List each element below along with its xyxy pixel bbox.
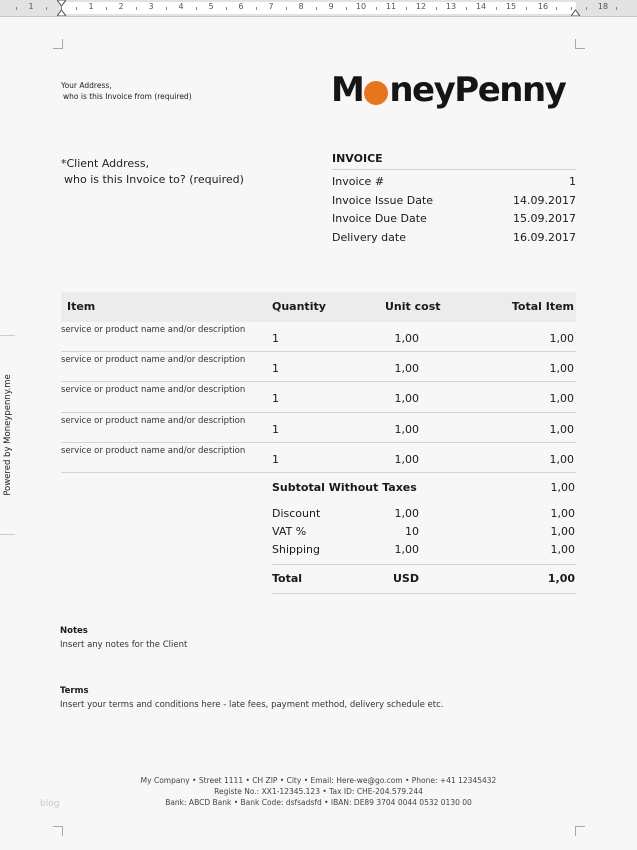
discount-row[interactable]	[272, 505, 576, 523]
totals-block	[272, 479, 576, 559]
table-row[interactable]	[61, 322, 576, 352]
item-quantity: 1	[272, 332, 279, 345]
discount-value: 1,00	[550, 507, 575, 520]
crop-mark-top-left	[53, 39, 63, 49]
item-total: 1,00	[549, 362, 574, 376]
ruler-number: 4	[178, 2, 184, 11]
header-total-item: Total Item	[511, 300, 574, 313]
total-row[interactable]	[272, 570, 576, 588]
ruler-tick	[46, 7, 47, 10]
invoice-divider	[332, 169, 576, 170]
item-quantity: 1	[272, 422, 279, 436]
item-description: service or product name and/or description	[61, 385, 246, 396]
total-label: Total	[272, 572, 303, 585]
ruler-tick	[346, 7, 347, 10]
ruler-tick	[106, 7, 107, 10]
ruler-number: 10	[355, 2, 367, 11]
ruler-number: 8	[298, 2, 304, 11]
ruler-number: 9	[328, 2, 334, 11]
ruler-number: 5	[208, 2, 214, 11]
ruler-tick	[16, 7, 17, 10]
horizontal-ruler[interactable]	[0, 0, 637, 17]
company-footer[interactable]	[0, 775, 637, 808]
item-total: 1,00	[549, 332, 574, 345]
sender-line-1: Your Address,	[61, 81, 112, 90]
crop-mark-bottom-right	[575, 826, 585, 836]
left-indent-marker-icon[interactable]	[57, 0, 66, 16]
crop-mark-bottom-left	[53, 826, 63, 836]
ruler-tick	[406, 7, 407, 10]
ruler-number: 1	[88, 2, 94, 11]
ruler-number: 6	[238, 2, 244, 11]
subtotal-row[interactable]	[272, 479, 576, 505]
item-total: 1,00	[549, 452, 574, 466]
right-indent-marker-icon[interactable]	[571, 0, 580, 16]
item-unit-cost: 1,00	[394, 392, 419, 406]
header-item: Item	[67, 300, 96, 313]
discount-rate: 1,00	[394, 507, 419, 520]
notes-body[interactable]: Insert any notes for the Client	[60, 640, 188, 650]
notes-heading: Notes	[60, 626, 88, 636]
footer-line-2: Registe No.: XX1-12345.123 • Tax ID: CHE-204.579.244	[214, 787, 423, 796]
invoice-due-date-row[interactable]: Invoice Due Date 15.09.2017	[332, 212, 576, 225]
ruler-tick	[136, 7, 137, 10]
ruler-number: 12	[415, 2, 427, 11]
discount-label: Discount	[272, 507, 321, 520]
total-bottom-rule	[272, 593, 576, 594]
items-table-header	[61, 292, 576, 322]
shipping-row[interactable]	[272, 541, 576, 559]
item-description: service or product name and/or description	[61, 445, 246, 456]
table-row[interactable]	[61, 413, 576, 443]
footer-line-1: My Company • Street 1111 • CH ZIP • City • Email: Here-we@go.com • Phone: +41 12345432	[140, 776, 497, 785]
total-value: 1,00	[547, 572, 575, 585]
item-description: service or product name and/or description	[61, 415, 246, 426]
item-unit-cost: 1,00	[394, 362, 419, 376]
shipping-rate: 1,00	[394, 543, 419, 556]
vat-row[interactable]	[272, 523, 576, 541]
vat-value: 1,00	[550, 525, 575, 538]
client-line-1: *Client Address,	[61, 157, 150, 170]
sender-line-2: who is this Invoice from (required)	[63, 92, 192, 101]
item-description: service or product name and/or description	[61, 325, 246, 335]
item-quantity: 1	[272, 452, 279, 466]
header-unit-cost: Unit cost	[385, 300, 441, 313]
shipping-label: Shipping	[272, 543, 320, 556]
vat-label: VAT %	[272, 525, 307, 538]
ruler-tick	[436, 7, 437, 10]
ruler-tick	[76, 7, 77, 10]
ruler-tick	[256, 7, 257, 10]
ruler-tick	[586, 7, 587, 10]
ruler-margin-area	[62, 2, 576, 14]
ruler-number: 2	[118, 2, 124, 11]
invoice-issue-date-row[interactable]: Invoice Issue Date 14.09.2017	[332, 193, 576, 207]
terms-heading: Terms	[60, 686, 89, 696]
item-total: 1,00	[549, 422, 574, 436]
client-address[interactable]	[61, 156, 244, 188]
ruler-number: 7	[268, 2, 274, 11]
total-top-rule	[272, 564, 576, 565]
item-unit-cost: 1,00	[394, 452, 419, 466]
subtotal-label: Subtotal Without Taxes	[272, 481, 417, 494]
footer-line-3: Bank: ABCD Bank • Bank Code: dsfsadsfd • IBAN: DE89 3704 0044 0532 0130 00	[165, 798, 472, 807]
vat-rate: 10	[405, 525, 419, 538]
ruler-number: 14	[475, 2, 487, 11]
item-unit-cost: 1,00	[394, 332, 419, 345]
subtotal-value: 1,00	[550, 481, 575, 494]
delivery-date-row[interactable]: Delivery date 16.09.2017	[332, 230, 576, 244]
ruler-number: 13	[445, 2, 457, 11]
ruler-tick	[526, 7, 527, 10]
invoice-number-row[interactable]: Invoice # 1	[332, 175, 576, 188]
item-description: service or product name and/or description	[61, 355, 246, 366]
item-quantity: 1	[272, 362, 279, 376]
watermark: blog	[40, 799, 60, 809]
sender-address[interactable]	[61, 80, 192, 102]
ruler-tick	[496, 7, 497, 10]
ruler-tick	[226, 7, 227, 10]
crop-mark-top-right	[575, 39, 585, 49]
terms-body[interactable]: Insert your terms and conditions here - late fees, payment method, delivery schedule etc.	[60, 700, 444, 710]
ruler-number: 11	[385, 2, 397, 11]
items-table-body	[61, 322, 576, 473]
ruler-number: 1	[28, 2, 34, 11]
shipping-value: 1,00	[550, 543, 575, 556]
grand-total[interactable]	[272, 570, 576, 588]
ruler-tick	[166, 7, 167, 10]
item-unit-cost: 1,00	[394, 422, 419, 436]
ruler-tick	[466, 7, 467, 10]
ruler-number: 3	[148, 2, 154, 11]
ruler-tick	[196, 7, 197, 10]
header-quantity: Quantity	[272, 300, 326, 313]
total-currency: USD	[393, 572, 419, 585]
logo-orange-dot-icon	[364, 81, 388, 105]
ruler-number: 18	[597, 2, 609, 11]
table-row[interactable]	[61, 382, 576, 412]
ruler-tick	[616, 7, 617, 10]
invoice-title: INVOICE	[332, 152, 383, 165]
item-quantity: 1	[272, 392, 279, 406]
table-row[interactable]	[61, 352, 576, 382]
side-label-strip	[0, 335, 15, 535]
powered-by-label: Powered by Moneypenny.me	[2, 374, 13, 496]
ruler-tick	[316, 7, 317, 10]
item-total: 1,00	[549, 392, 574, 406]
invoice-meta	[332, 173, 576, 247]
ruler-tick	[376, 7, 377, 10]
ruler-number: 15	[505, 2, 517, 11]
moneypenny-logo: M neyPenny	[331, 70, 566, 110]
ruler-tick	[556, 7, 557, 10]
ruler-number: 16	[537, 2, 549, 11]
client-line-2: who is this Invoice to? (required)	[64, 173, 244, 186]
table-row[interactable]	[61, 443, 576, 473]
ruler-tick	[286, 7, 287, 10]
